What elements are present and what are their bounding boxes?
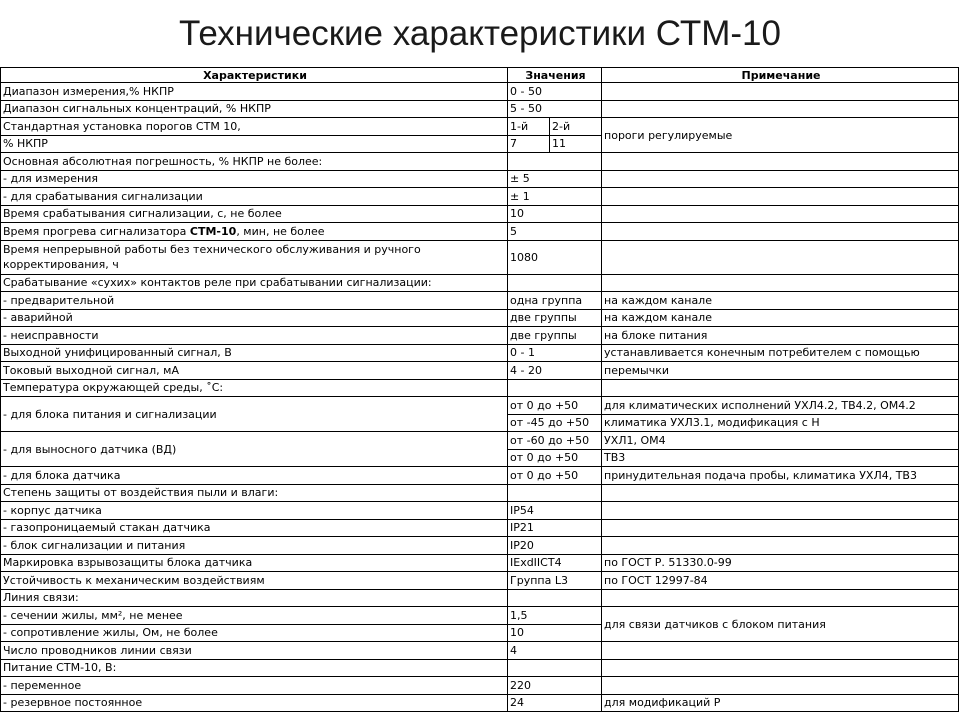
value-cell: 1,5 xyxy=(508,607,602,625)
characteristic-cell: - резервное постоянное xyxy=(1,694,508,712)
threshold-2-label: 2-й xyxy=(550,118,602,136)
value-cell xyxy=(508,589,602,607)
note-cell xyxy=(602,589,959,607)
note-cell xyxy=(602,642,959,660)
note-cell xyxy=(602,379,959,397)
table-row xyxy=(1,554,959,572)
value-cell: 5 xyxy=(508,223,602,241)
characteristic-cell: Время срабатывания сигнализации, с, не более xyxy=(1,205,508,223)
characteristic-cell: Линия связи: xyxy=(1,589,508,607)
characteristic-cell: - сечении жилы, мм², не менее xyxy=(1,607,508,625)
value-cell: 0 - 50 xyxy=(508,83,602,101)
value-cell: IExdIICT4 xyxy=(508,554,602,572)
value-cell: две группы xyxy=(508,309,602,327)
table-row xyxy=(1,118,959,136)
table-row xyxy=(1,153,959,171)
value-cell: 24 xyxy=(508,694,602,712)
table-row xyxy=(1,694,959,712)
characteristic-cell: - предварительной xyxy=(1,292,508,310)
characteristic-cell: Срабатывание «сухих» контактов реле при срабатывании сигнализации: xyxy=(1,274,508,292)
note-cell xyxy=(602,519,959,537)
characteristic-cell: Диапазон сигнальных концентраций, % НКПР xyxy=(1,100,508,118)
table-row xyxy=(1,309,959,327)
characteristic-cell: Степень защиты от воздействия пыли и влаги: xyxy=(1,484,508,502)
value-cell: ± 1 xyxy=(508,188,602,206)
page-title: Технические характеристики СТМ-10 xyxy=(179,14,781,53)
value-cell: IP21 xyxy=(508,519,602,537)
characteristic-cell: - переменное xyxy=(1,677,508,695)
characteristic-cell: Время непрерывной работы без технического обслуживания и ручного корректирования, ч xyxy=(1,240,508,274)
table-row xyxy=(1,467,959,485)
note-cell: по ГОСТ 12997-84 xyxy=(602,572,959,590)
characteristic-cell: Диапазон измерения,% НКПР xyxy=(1,83,508,101)
table-row xyxy=(1,397,959,415)
value-cell: 4 xyxy=(508,642,602,660)
value-cell: от 0 до +50 xyxy=(508,467,602,485)
characteristic-cell: - для выносного датчика (ВД) xyxy=(1,432,508,467)
value-cell: IP20 xyxy=(508,537,602,555)
characteristic-cell: Стандартная установка порогов СТМ 10, xyxy=(1,118,508,136)
note-cell: на каждом канале xyxy=(602,309,959,327)
note-cell xyxy=(602,170,959,188)
note-cell: устанавливается конечным потребителем с помощью xyxy=(602,344,959,362)
value-cell: 10 xyxy=(508,205,602,223)
value-cell: от -45 до +50 xyxy=(508,414,602,432)
characteristic-cell: - для блока питания и сигнализации xyxy=(1,397,508,432)
characteristic-cell: - для срабатывания сигнализации xyxy=(1,188,508,206)
spec-table xyxy=(0,67,959,712)
note-cell: на блоке питания xyxy=(602,327,959,345)
characteristic-cell: Выходной унифицированный сигнал, В xyxy=(1,344,508,362)
table-row xyxy=(1,537,959,555)
note-cell: УХЛ1, ОМ4 xyxy=(602,432,959,450)
note-cell xyxy=(602,537,959,555)
table-row xyxy=(1,589,959,607)
characteristic-cell xyxy=(1,223,508,241)
characteristic-cell: Устойчивость к механическим воздействиям xyxy=(1,572,508,590)
note-cell: ТВ3 xyxy=(602,449,959,467)
note-cell xyxy=(602,188,959,206)
value-cell: 1080 xyxy=(508,240,602,274)
value-cell: от 0 до +50 xyxy=(508,397,602,415)
table-row xyxy=(1,502,959,520)
table-row xyxy=(1,572,959,590)
note-cell xyxy=(602,274,959,292)
characteristic-cell: - для блока датчика xyxy=(1,467,508,485)
note-cell: для модификаций Р xyxy=(602,694,959,712)
characteristic-cell: - блок сигнализации и питания xyxy=(1,537,508,555)
value-cell xyxy=(508,153,602,171)
note-cell xyxy=(602,205,959,223)
table-row xyxy=(1,484,959,502)
value-cell: IP54 xyxy=(508,502,602,520)
note-cell xyxy=(602,83,959,101)
table-row xyxy=(1,432,959,450)
characteristic-cell: Основная абсолютная погрешность, % НКПР не более: xyxy=(1,153,508,171)
characteristic-cell: - корпус датчика xyxy=(1,502,508,520)
characteristic-cell: Питание СТМ-10, В: xyxy=(1,659,508,677)
value-cell: две группы xyxy=(508,327,602,345)
table-row xyxy=(1,223,959,241)
table-row xyxy=(1,677,959,695)
value-cell xyxy=(508,484,602,502)
note-cell: пороги регулируемые xyxy=(602,118,959,153)
note-cell xyxy=(602,100,959,118)
note-cell xyxy=(602,659,959,677)
threshold-2-value: 11 xyxy=(550,135,602,153)
note-cell xyxy=(602,223,959,241)
value-cell: ± 5 xyxy=(508,170,602,188)
threshold-1-label: 1-й xyxy=(508,118,550,136)
characteristic-cell: Токовый выходной сигнал, мА xyxy=(1,362,508,380)
table-row xyxy=(1,292,959,310)
header-notes: Примечание xyxy=(602,68,959,83)
characteristic-text: , мин, не более xyxy=(236,224,325,238)
table-row xyxy=(1,327,959,345)
note-cell: на каждом канале xyxy=(602,292,959,310)
table-row xyxy=(1,519,959,537)
characteristic-cell: Маркировка взрывозащиты блока датчика xyxy=(1,554,508,572)
note-cell xyxy=(602,484,959,502)
value-cell: Группа L3 xyxy=(508,572,602,590)
table-row xyxy=(1,240,959,274)
value-cell: 5 - 50 xyxy=(508,100,602,118)
note-cell: для связи датчиков с блоком питания xyxy=(602,607,959,642)
value-cell xyxy=(508,274,602,292)
table-row xyxy=(1,170,959,188)
table-header-row xyxy=(1,68,959,83)
note-cell: по ГОСТ Р. 51330.0-99 xyxy=(602,554,959,572)
table-row xyxy=(1,100,959,118)
note-cell xyxy=(602,677,959,695)
characteristic-cell: Температура окружающей среды, ˚С: xyxy=(1,379,508,397)
value-cell: одна группа xyxy=(508,292,602,310)
header-values: Значения xyxy=(508,68,602,83)
value-cell: от 0 до +50 xyxy=(508,449,602,467)
note-cell xyxy=(602,502,959,520)
threshold-1-value: 7 xyxy=(508,135,550,153)
characteristic-text: Время прогрева сигнализатора xyxy=(3,224,190,238)
table-row xyxy=(1,188,959,206)
table-row xyxy=(1,659,959,677)
characteristic-cell: - сопротивление жилы, Ом, не более xyxy=(1,624,508,642)
note-cell: перемычки xyxy=(602,362,959,380)
value-cell: 10 xyxy=(508,624,602,642)
characteristic-cell: - неисправности xyxy=(1,327,508,345)
value-cell xyxy=(508,659,602,677)
table-row xyxy=(1,607,959,625)
table-row xyxy=(1,642,959,660)
device-name: СТМ-10 xyxy=(189,224,237,238)
table-row xyxy=(1,344,959,362)
value-cell: 220 xyxy=(508,677,602,695)
note-cell: для климатических исполнений УХЛ4.2, ТВ4.2, ОМ4.2 xyxy=(602,397,959,415)
header-characteristics: Характеристики xyxy=(1,68,508,83)
table-row xyxy=(1,205,959,223)
note-cell: климатика УХЛ3.1, модификация с Н xyxy=(602,414,959,432)
note-cell xyxy=(602,153,959,171)
value-cell: 4 - 20 xyxy=(508,362,602,380)
characteristic-cell: Число проводников линии связи xyxy=(1,642,508,660)
characteristic-cell: % НКПР xyxy=(1,135,508,153)
value-cell: 0 - 1 xyxy=(508,344,602,362)
characteristic-cell: - аварийной xyxy=(1,309,508,327)
table-row xyxy=(1,83,959,101)
value-cell xyxy=(508,379,602,397)
note-cell xyxy=(602,240,959,274)
note-cell: принудительная подача пробы, климатика УХЛ4, ТВ3 xyxy=(602,467,959,485)
table-row xyxy=(1,362,959,380)
table-row xyxy=(1,379,959,397)
value-cell: от -60 до +50 xyxy=(508,432,602,450)
table-row xyxy=(1,274,959,292)
characteristic-cell: - газопроницаемый стакан датчика xyxy=(1,519,508,537)
characteristic-cell: - для измерения xyxy=(1,170,508,188)
